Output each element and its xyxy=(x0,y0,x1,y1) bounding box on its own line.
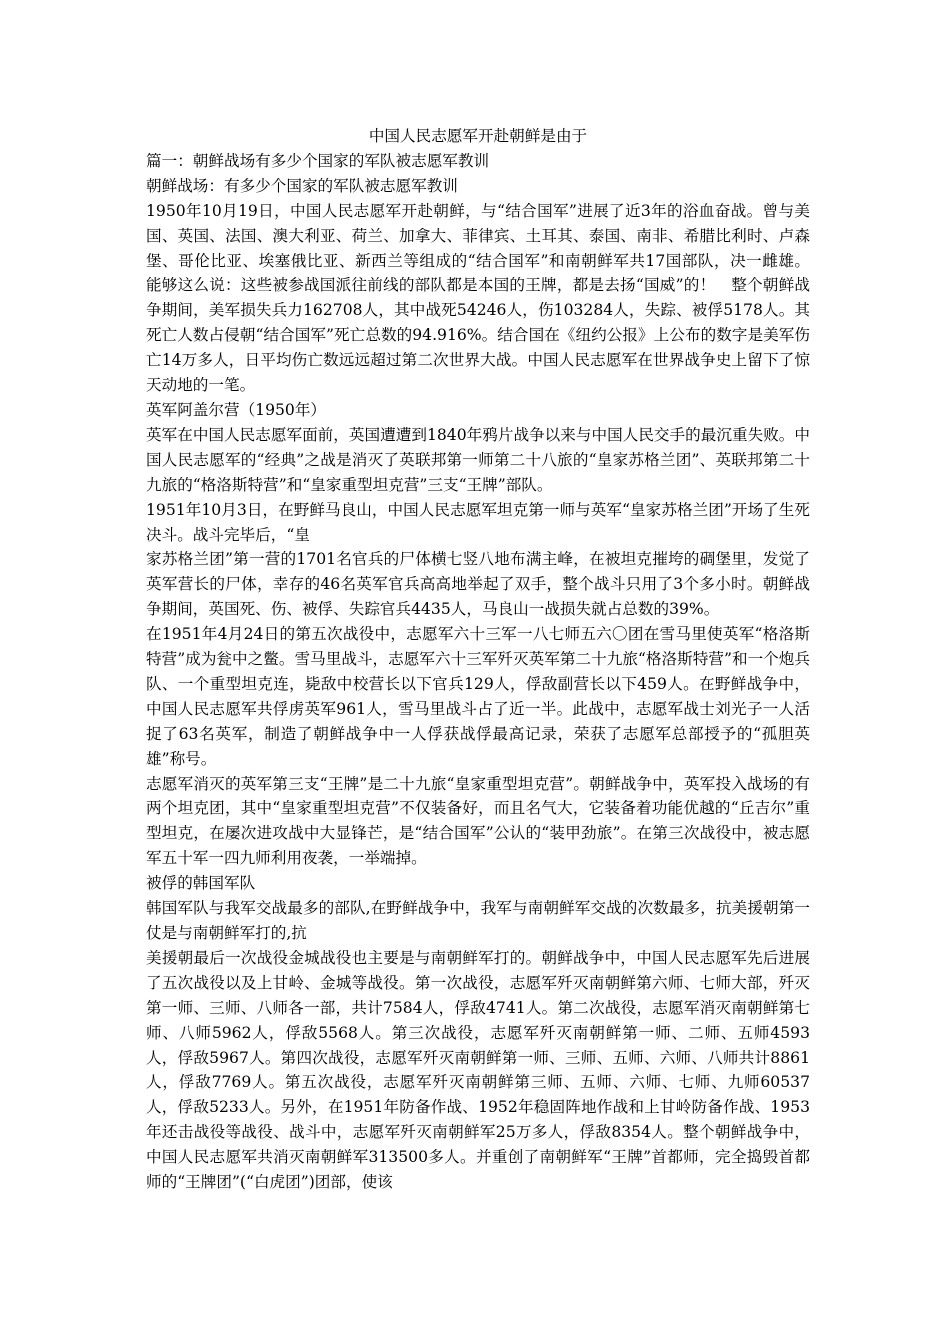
paragraph-article-heading: 篇一：朝鲜战场有多少个国家的军队被志愿军教训 xyxy=(146,151,490,170)
paragraph-korean-army-intro: 韩国军队与我军交战最多的部队,在野鲜战争中，我军与南朝鲜军交战的次数最多，抗美援朝第一仗是与南朝鲜军打的,抗 xyxy=(146,899,810,942)
section-heading-british-army: 英军阿盖尔营（1950年） xyxy=(146,400,327,419)
document-page xyxy=(146,124,810,1195)
paragraph-subtitle: 朝鲜战场：有多少个国家的军队被志愿军教训 xyxy=(146,176,458,195)
paragraph-intro: 1950年10月19日，中国人民志愿军开赴朝鲜，与“结合国军”进展了近3年的浴血奋战。曾与美国、英国、法国、澳大利亚、荷兰、加拿大、菲律宾、土耳其、泰国、南非、希腊比利时、卢森堡、哥伦比亚、埃塞俄比亚、新西兰等组成的“结合国军”和南朝鲜军共17国部队，决一雌雄。 能够这么说：这些被参战国派往前线的部队都是本国的王牌，都是去扬“国威”的！ 整个朝鲜战争期间，美军损失兵力162708人，其中战死54246人，伤103284人，失踪、被俘5178人。其死亡人数占侵朝“结合国军”死亡总数的94.916%。结合国在《纽约公报》上公布的数字是美军伤亡14万多人，日平均伤亡数远远超过第二次世界大战。中国人民志愿军在世界战争史上留下了惊天动地的一笔。 xyxy=(146,201,810,395)
paragraph-royal-tank-battalion: 志愿军消灭的英军第三支“王牌”是二十九旅“皇家重型坦克营”。朝鲜战争中，英军投入战场的有两个坦克团，其中“皇家重型坦克营”不仅装备好，而且名气大，它装备着功能优越的“丘吉尔”重型坦克，在屡次进攻战中大显锋芒，是“结合国军”公认的“装甲劲旅”。在第三次战役中，被志愿军五十军一四九师利用夜袭，一举端掉。 xyxy=(146,774,810,868)
paragraph-maliangshan-battle: 1951年10月3日，在野鲜马良山，中国人民志愿军坦克第一师与英军“皇家苏格兰团”开场了生死决斗。战斗完毕后，“皇 xyxy=(146,500,810,544)
paragraph-maliangshan-result: 家苏格兰团”第一营的1701名官兵的尸体横七竖八地布满主峰，在被坦克摧垮的碉堡里，发觉了英军营长的尸体，幸存的46名英军官兵高高地举起了双手，整个战斗只用了3个多小时。朝鲜战争期间，英国死、伤、被俘、失踪官兵4435人，马良山一战损失就占总数的39%。 xyxy=(146,550,810,619)
paragraph-british-defeat: 英军在中国人民志愿军面前，英国遭遭到1840年鸦片战争以来与中国人民交手的最沉重失败。中国人民志愿军的“经典”之战是消灭了英联邦第一师第二十八旅的“皇家苏格兰团”、英联邦第二十九旅的“格洛斯特营”和“皇家重型坦克营”三支“王牌”部队。 xyxy=(146,425,810,494)
document-title: 中国人民志愿军开赴朝鲜是由于 xyxy=(368,127,588,145)
paragraph-gloster-battalion: 在1951年4月24日的第五次战役中，志愿军六十三军一八七师五六〇团在雪马里使英军“格洛斯特营”成为瓮中之鳖。雪马里战斗，志愿军六十三军歼灭英军第二十九旅“格洛斯特营”和一个炮兵队、一个重型坦克连，毙敌中校营长以下官兵129人，俘敌副营长以下459人。在野鲜战争中，中国人民志愿军共俘虏英军961人，雪马里战斗占了近一半。此战中，志愿军战士刘光子一人活捉了63名英军，制造了朝鲜战争中一人俘获战俘最高记录，荣获了志愿军总部授予的“孤胆英雄”称号。 xyxy=(146,625,810,768)
paragraph-korean-army-campaigns: 美援朝最后一次战役金城战役也主要是与南朝鲜军打的。朝鲜战争中，中国人民志愿军先后进展了五次战役以及上甘岭、金城等战役。第一次战役，志愿军歼灭南朝鲜第六师、七师大部，歼灭第一师、三师、八师各一部，共计7584人，俘敌4741人。第二次战役，志愿军消灭南朝鲜第七师、八师5962人，俘敌5568人。第三次战役，志愿军歼灭南朝鲜第一师、二师、五师4593人，俘敌5967人。第四次战役，志愿军歼灭南朝鲜第一师、三师、五师、六师、八师共计8861人，俘敌7769人。第五次战役，志愿军歼灭南朝鲜第三师、五师、六师、七师、九师60537人，俘敌5233人。另外，在1951年防备作战、1952年稳固阵地作战和上甘岭防备作战、1953年还击战役等战役、战斗中，志愿军歼灭南朝鲜军25万多人，俘敌8354人。整个朝鲜战争中，中国人民志愿军共消灭南朝鲜军313500多人。并重创了南朝鲜军“王牌”首都师，完全捣毁首都师的“王牌团”(“白虎团”)团部，使该 xyxy=(146,948,810,1192)
section-heading-korean-army: 被俘的韩国军队 xyxy=(146,874,256,893)
